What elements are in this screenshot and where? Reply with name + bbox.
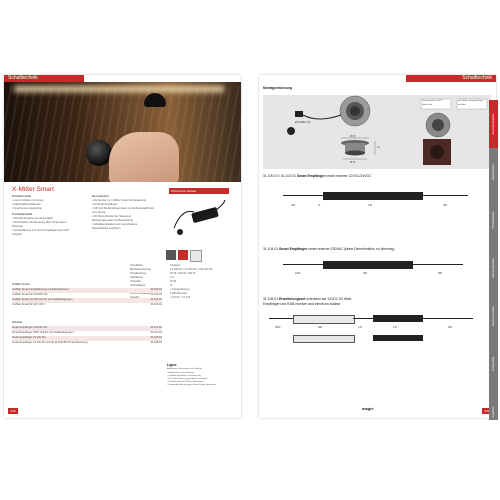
spec-value: 60 W / 120 W / 200 W	[170, 272, 196, 275]
dim-label: 160	[443, 204, 447, 207]
note-line: • Funkaktivität bis 8 Meter Reichweite	[167, 381, 204, 383]
badge-voltage	[178, 250, 188, 260]
plug-icon	[295, 111, 303, 117]
dim-label: 305	[318, 326, 322, 329]
note-line: • Ladekonfiguration Lichtsteuerung	[167, 375, 201, 377]
receiver-body-image	[373, 335, 423, 341]
dim-label: 146	[368, 204, 372, 207]
box-label: mit Kabel	[458, 104, 466, 106]
mounting-drawing-svg	[263, 95, 491, 169]
col1-heading: Produktvorteile	[12, 195, 32, 198]
hand-image	[109, 132, 179, 182]
col2-line: Bewegungsmelder zur Beleuchtung	[92, 219, 133, 222]
badge-row	[164, 250, 236, 262]
product-title: X-Mitter Smart	[12, 186, 54, 193]
table-row: Smart Empfänger 24 Volt DC 31.106.01	[12, 336, 162, 339]
cable-image	[283, 264, 323, 265]
side-tab[interactable]: Sensortechnik	[489, 244, 498, 292]
dim-label: Ø 60	[350, 135, 356, 138]
table-row: Smart Empfänger 12 Volt DC und 30 W FHD Mit Timer Steuerung 31.108.01	[12, 341, 162, 344]
side-tab[interactable]: Schaltechnik	[489, 196, 498, 244]
info-note	[167, 363, 237, 399]
col2-line: Steuerbefehle ausführen	[92, 227, 121, 230]
dim-label: 1000	[295, 272, 301, 275]
dim-label: 170	[358, 326, 362, 329]
right-page	[259, 75, 496, 418]
section-title: Montagezeichnung	[263, 86, 292, 90]
side-tab[interactable]: Zubehör	[489, 388, 498, 420]
mounting-drawing	[263, 95, 491, 169]
dim-label: 300	[448, 326, 452, 329]
side-tab[interactable]: Kommunikation	[489, 100, 498, 148]
col1-line: • kraftschaltkontaktdosen	[12, 203, 41, 206]
note-line: Allgemeine Information zur Nutzung	[167, 368, 202, 370]
col1-line: • Standby-Funktion des Sensoraktiv	[12, 217, 54, 220]
table-row: Smart Empfänger 12V/24V DC 31.102.01	[12, 326, 162, 329]
ballast-image	[293, 335, 355, 343]
item-receiver-12-24	[263, 174, 491, 244]
note-line: • Kompatibel mit gängigen Smart Home Systemen	[167, 384, 216, 386]
section-header-label: Schalttechnik	[462, 75, 492, 81]
cable-image	[413, 264, 463, 265]
item-title: 31.106.01 Erweiterungsset extension set 12VDC 60 Watt,	[263, 297, 352, 301]
col2-line: • Schaltkombination kann verschiedene	[92, 223, 138, 226]
spec-key: Anzahl Ausgänge	[130, 292, 151, 295]
col1-line: Netzwerk	[12, 225, 23, 228]
table2-heading: Zubehör	[12, 321, 23, 324]
col1-line: • Fernbedienung und Smart Empfänger sind nicht	[12, 229, 69, 232]
col2-line: • Mit Überschreiten der Steuerung	[92, 215, 132, 218]
spec-value: 12 Volt DC / 24 Volt DC / 230 Volt AC	[170, 268, 213, 271]
spec-key: Schutzart	[130, 280, 141, 283]
box-label: inkl. Vivaldi: Lösung mit Sensor	[458, 100, 483, 102]
spec-key: Kabellänge	[130, 276, 143, 279]
receiver-body-image	[323, 192, 423, 200]
col1-line: • Lorem funktion mit Sensor	[12, 199, 44, 202]
box-label: Dänischem pad = ±0,5/3	[422, 100, 442, 102]
col2-heading: Besonderheit	[92, 195, 109, 198]
col1-line: integriert	[12, 233, 23, 236]
tech-details-heading: Technische Details	[169, 188, 229, 194]
col2-line: • Als Sender zur X-Mitter Smart Fernbedienung	[92, 199, 147, 202]
receiver-body-image	[323, 261, 413, 269]
item-title: 31.104.01 Smart Empfänger smart receiver 230VAC (keine Dimmfunktion no dimming)	[263, 247, 395, 251]
receiver-body-image	[373, 315, 423, 322]
note-line: • Netzteil bei erstem Einbau	[167, 372, 194, 374]
side-tab[interactable]: Steckdosen	[489, 148, 498, 196]
spec-key: Oberfläche	[130, 264, 143, 267]
table1-heading: X-Mitter Smart	[12, 283, 30, 286]
cable-image	[269, 318, 293, 319]
cable-image	[423, 195, 468, 196]
dim-label: 11	[318, 204, 321, 207]
col2-line: sein können	[92, 211, 106, 214]
side-tab[interactable]: Spot-Leuchten	[489, 292, 498, 340]
cable-image	[283, 195, 323, 196]
section-header	[4, 75, 84, 82]
product-photo	[4, 82, 241, 182]
col2-line: • 230 Volt SE Empfänger kann zur Einflussmöglichkeit	[92, 207, 155, 210]
note-logo: Ligno	[167, 363, 177, 367]
table-row: Smart Empfänger 230V Volt AC mit Kaufbedingungen 31.104.01	[12, 331, 162, 334]
badge-smart	[166, 250, 176, 260]
cable-image	[423, 318, 473, 319]
col1-line: • Smart Home integrierbar	[12, 207, 43, 210]
cable-image	[353, 318, 373, 319]
item-receiver-230	[263, 247, 491, 287]
note-line: • Für Smart Steuerung jederzeit verfügbar	[167, 378, 208, 380]
ballast-image	[293, 315, 355, 324]
spec-value: 1 (Mit Dimmer)	[170, 292, 188, 295]
item-extension-set	[263, 297, 491, 387]
dim-label: 240	[291, 204, 295, 207]
section-header	[406, 75, 496, 82]
spec-key: Betriebsspannung	[130, 268, 151, 271]
table-row: X-Mitter Smart für 12V/24V DC 31.102.01	[12, 293, 162, 296]
side-tabs	[489, 100, 498, 420]
item-subtitle: Empfänger und RAB-receiver and electronic ballast	[263, 302, 341, 306]
power-adapter-image	[172, 198, 227, 238]
spec-key: Schutzklasse	[130, 284, 146, 287]
dim-label: 14	[377, 146, 380, 149]
item-title: 31.100.01 / 31.102.01 Smart Empfänger smart receiver 12VDC/24VDC	[263, 174, 372, 178]
dim-label: 190	[363, 272, 367, 275]
dim-label: Ø 6 MMM / 50	[295, 121, 311, 124]
spec-value: III	[170, 284, 173, 287]
dim-label: 176	[393, 326, 397, 329]
side-tab[interactable]: Lichtprofile	[489, 340, 498, 388]
table-row: X-Mitter Smart Fernbedienung mit Kabelrahmung 31.100.01	[12, 288, 162, 291]
table-row: X-Mitter Smart für 12V 230 V 31.106.01	[12, 303, 162, 306]
spec-key: Schaltleistung	[130, 272, 147, 275]
connector-icon	[287, 127, 295, 135]
spec-value: 2 m	[170, 276, 175, 279]
page-number: 229	[482, 408, 492, 414]
left-page	[4, 75, 241, 418]
col2-line: und Smart Empfänger	[92, 203, 118, 206]
spec-value: < 0,5 W / < 0,3 W	[170, 296, 191, 299]
badge-230v	[190, 250, 202, 262]
footer-logo: magic	[362, 406, 374, 411]
spec-value: + Fernbedienung	[170, 288, 190, 291]
spec-value: Schwarz	[170, 264, 180, 267]
page-number: 228	[8, 408, 18, 414]
dim-label: 800	[438, 272, 442, 275]
section-header-label: Schalttechnik	[8, 75, 38, 81]
dim-label: 2000	[275, 326, 281, 329]
dim-label: Ø 70	[350, 161, 356, 164]
table-row: X-Mitter Smart mit 230 Volt AC mit Kaufbedingungen 31.104.01	[12, 298, 162, 301]
spec-value: IP 20	[170, 280, 177, 283]
col1-line: • Schnittstelle Lichtsteuerung über Smart Home	[12, 221, 67, 224]
box-label: Halten 6 mm	[422, 104, 433, 106]
col1-heading2: Produktdynamik	[12, 213, 33, 216]
